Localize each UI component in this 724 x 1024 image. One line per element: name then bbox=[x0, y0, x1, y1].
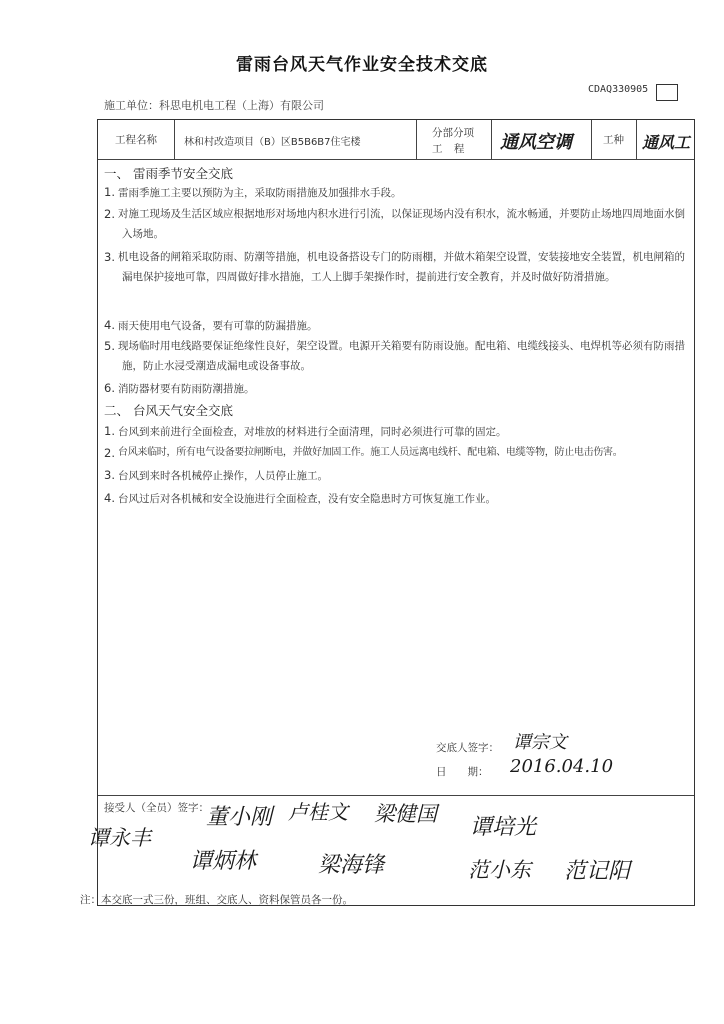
briefing-form bbox=[88, 119, 695, 906]
item-text: 台风来临时，所有电气设备要拉闸断电，并做好加固工作。施工人员远离电线杆、配电箱、电缆等物，防止电击伤害。 bbox=[118, 447, 623, 458]
list-item bbox=[104, 315, 689, 336]
receivers-label: 接受人（全员）签字： bbox=[104, 802, 209, 814]
receiver-signature: 梁海锋 bbox=[318, 853, 385, 878]
trade-value: 通风工 bbox=[642, 133, 691, 152]
item-text: 雷雨季施工主要以预防为主，采取防雨措施及加强排水手段。 bbox=[118, 187, 402, 199]
document-title: 雷雨台风天气作业安全技术交底 bbox=[236, 55, 488, 75]
receiver-signature: 卢桂文 bbox=[288, 800, 348, 824]
receiver-signature: 梁健国 bbox=[374, 802, 437, 826]
item-text: 台风到来时各机械停止操作，人员停止施工。 bbox=[118, 470, 328, 482]
item-number: 4. bbox=[104, 491, 115, 505]
receivers-divider bbox=[98, 795, 694, 796]
footnote: 注：本交底一式三份，班组、交底人、资料保管员各一份。 bbox=[80, 894, 353, 906]
header-col-divider bbox=[591, 120, 592, 159]
document-code-box bbox=[656, 84, 678, 101]
header-col-divider bbox=[491, 120, 492, 159]
receiver-signature: 谭培光 bbox=[470, 815, 537, 840]
header-col-divider bbox=[416, 120, 417, 159]
receiver-signature: 谭永丰 bbox=[88, 826, 151, 850]
item-number: 3. bbox=[104, 250, 115, 264]
receiver-signature: 范小东 bbox=[468, 858, 531, 882]
item-text: 台风过后对各机械和安全设施进行全面检查，没有安全隐患时方可恢复施工作业。 bbox=[118, 493, 496, 505]
item-number: 2. bbox=[104, 446, 115, 460]
list-item bbox=[104, 378, 689, 399]
item-number: 6. bbox=[104, 381, 115, 395]
project-name-value: 林和村改造项目（B）区B5B6B7住宅楼 bbox=[184, 137, 361, 148]
header-col-divider bbox=[174, 120, 175, 159]
document-code: CDAQ330905 bbox=[588, 84, 649, 95]
division-label: 分部分项 bbox=[432, 127, 474, 139]
list-item bbox=[104, 336, 689, 376]
item-number: 1. bbox=[104, 185, 115, 199]
item-text: 现场临时用电线路要保证绝缘性良好，架空设置。电源开关箱要有防雨设施。配电箱、电缆线接头、电焊机等必须有防雨措施，防止水浸受潮造成漏电或设备事故。 bbox=[118, 340, 685, 372]
project-name-label: 工程名称 bbox=[115, 134, 157, 146]
list-item bbox=[104, 421, 689, 442]
list-item bbox=[104, 247, 689, 287]
receiver-signature: 谭炳林 bbox=[190, 849, 257, 874]
briefer-signature: 谭宗文 bbox=[513, 732, 567, 753]
item-text: 雨天使用电气设备，要有可靠的防漏措施。 bbox=[118, 320, 318, 332]
division-label-line2: 工 程 bbox=[432, 143, 469, 155]
receiver-signature: 范记阳 bbox=[564, 859, 631, 884]
division-value: 通风空调 bbox=[500, 132, 572, 153]
list-item bbox=[104, 182, 689, 203]
section-title: 一、 雷雨季节安全交底 bbox=[104, 166, 233, 181]
date-label: 日 期： bbox=[436, 766, 489, 778]
item-text: 对施工现场及生活区域应根据地形对场地内积水进行引流，以保证现场内没有积水，流水畅通，并要防止场地四周地面水倒入场地。 bbox=[118, 208, 685, 240]
list-item bbox=[104, 204, 689, 244]
list-item bbox=[104, 465, 689, 486]
receiver-signature: 董小刚 bbox=[206, 805, 273, 830]
section-title: 二、 台风天气安全交底 bbox=[104, 403, 233, 418]
item-number: 1. bbox=[104, 424, 115, 438]
item-text: 台风到来前进行全面检查，对堆放的材料进行全面清理，同时必须进行可靠的固定。 bbox=[118, 426, 507, 438]
item-number: 5. bbox=[104, 339, 115, 353]
item-number: 4. bbox=[104, 318, 115, 332]
item-number: 2. bbox=[104, 207, 115, 221]
header-divider bbox=[98, 159, 694, 160]
trade-label: 工种 bbox=[603, 134, 624, 146]
item-number: 3. bbox=[104, 468, 115, 482]
item-text: 机电设备的闸箱采取防雨、防潮等措施，机电设备搭设专门的防雨棚，并做木箱架空设置，安装接地安全装置，机电闸箱的漏电保护接地可靠，四周做好排水措施，工人上脚手架操作时，提前进行安全教育，并及时做好防滑措施。 bbox=[118, 251, 685, 283]
list-item bbox=[104, 488, 689, 509]
list-item bbox=[104, 443, 689, 463]
date-value: 2016.04.10 bbox=[510, 756, 614, 777]
contractor-line: 施工单位：科思电机电工程（上海）有限公司 bbox=[104, 99, 324, 112]
item-text: 消防器材要有防雨防潮措施。 bbox=[118, 383, 255, 395]
briefer-signature-label: 交底人签字： bbox=[436, 742, 499, 754]
header-col-divider bbox=[636, 120, 637, 159]
